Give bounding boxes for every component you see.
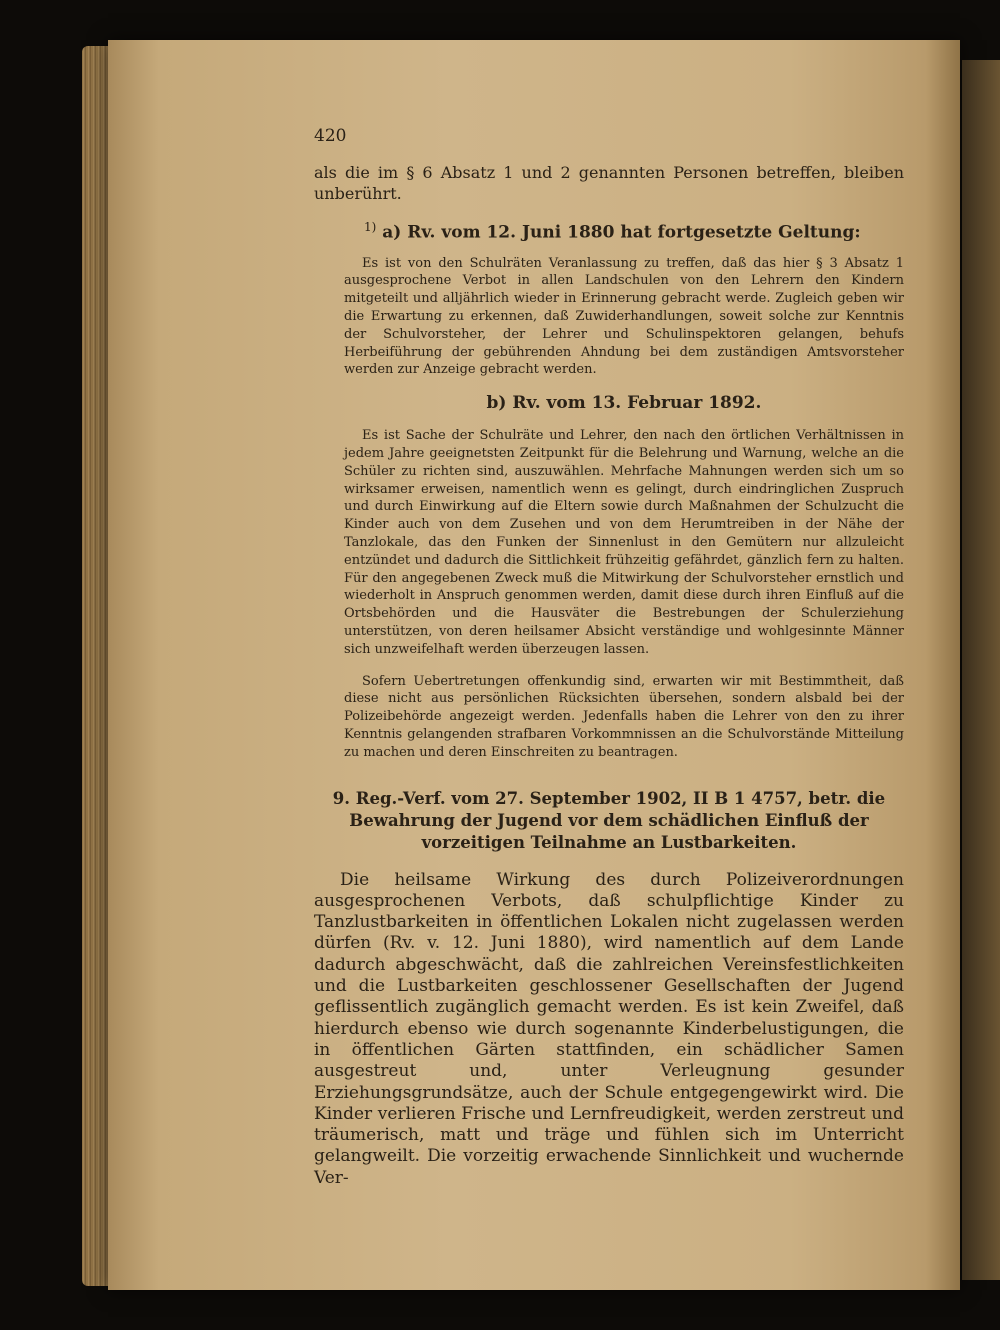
page-number: 420 <box>314 126 347 146</box>
section-body: Die heilsame Wirkung des durch Polizeiverordnungen ausgesprochenen Verbots, daß schulpflichtige Kinder zu Tanzlustbarkeiten in öffentlichen Lokalen nicht zugelassen werden dürfen (Rv. v. 12. Juni 1880), wird namentlich auf dem Lande dadurch abgeschwächt, daß die zahlreichen Vereinsfestlichkeiten und die Lustbarkeiten geschlossener Gesellschaften der Jugend geflissentlich zugänglich gemacht werden. Es ist kein Zweifel, daß hierdurch ebenso wie durch sogenannte Kinderbelustigungen, die in öffentlichen Gärten stattfinden, ein schädlicher Samen ausgestreut und, unter Verleugnung gesunder Erziehungsgrundsätze, auch der Schule entgegengewirkt wird. Die Kinder verlieren Frische und Lernfreudigkeit, werden zerstreut und träumerisch, matt und träge und fühlen sich im Unterricht gelangweilt. Die vorzeitig erwachende Sinnlichkeit und wuchernde Ver- <box>314 869 904 1188</box>
facing-page-edge <box>962 60 1000 1280</box>
lead-paragraph: als die im § 6 Absatz 1 und 2 genannten Personen betreffen, bleiben unberührt. <box>314 163 904 203</box>
footnote-b-heading: b) Rv. vom 13. Februar 1892. <box>486 393 762 414</box>
footnote-a-text: Es ist von den Schulräten Veranlassung zu treffen, daß das hier § 3 Absatz 1 ausgesprochene Verbot in allen Landschulen von den Lehrern den Kindern mitgeteilt und alljährlich wieder in Erinnerung gebracht werde. Zugleich geben wir die Erwartung zu erkennen, daß Zuwiderhandlungen, soweit solche zur Kenntnis der Schulvorsteher, der Lehrer und Schulinspektoren gelangen, behufs Herbeiführung der gebührenden Ahndung bei dem zuständigen Amtsvorsteher werden zur Anzeige gebracht werden. <box>344 255 904 378</box>
page-content <box>204 126 904 1188</box>
footnote-b-paragraph-2: Sofern Uebertretungen offenkundig sind, erwarten wir mit Bestimmtheit, daß diese nicht aus persönlichen Rücksichten übersehen, sondern alsbald bei der Polizeibehörde angezeigt werden. Jedenfalls haben die Lehrer von den zu ihrer Kenntnis gelangenden strafbaren Vorkommnissen an die Schulvorstände Mitteilung zu machen und deren Einschreiten zu beantragen. <box>344 673 904 760</box>
footnote-b-paragraph-1: Es ist Sache der Schulräte und Lehrer, den nach den örtlichen Verhältnissen in jedem Jahre geeignetsten Zeitpunkt für die Belehrung und Warnung, welche an die Schüler zu richten sind, auszuwählen. Mehrfache Mahnungen werden sich um so wirksamer erweisen, namentlich wenn es gelingt, durch eindringlichen Zuspruch und durch Einwirkung auf die Eltern sowie durch Maßnahmen der Schulzucht die Kinder auch von dem Zusehen und von dem Herumtreiben in der Nähe der Tanzlokale, das den Funken der Sinnenlust in den Gemütern nur allzuleicht entzündet und dadurch die Sittlichkeit frühzeitig gefährdet, gänzlich fern zu halten. Für den angegebenen Zweck muß die Mitwirkung der Schulvorsteher ernstlich und wiederholt in Anspruch genommen werden, damit diese durch ihren Einfluß auf die Ortsbehörden und die Hausväter die Bestrebungen der Schulerziehung unterstützen, von deren heilsamer Absicht verständige und wohlgesinnte Männer sich unzweifelhaft werden überzeugen lassen. <box>344 428 904 657</box>
footnote-marker: 1) <box>364 220 377 234</box>
footnote-a-heading <box>364 220 904 243</box>
section-heading: 9. Reg.-Verf. vom 27. September 1902, II B 1 4757, betr. die Bewahrung der Jugend vor dem schädlichen Einfluß der vorzeitigen Teilnahme an Lustbarkeiten. <box>332 788 886 852</box>
footnote-a-title: a) Rv. vom 12. Juni 1880 hat fortgesetzte Geltung: <box>382 222 861 243</box>
